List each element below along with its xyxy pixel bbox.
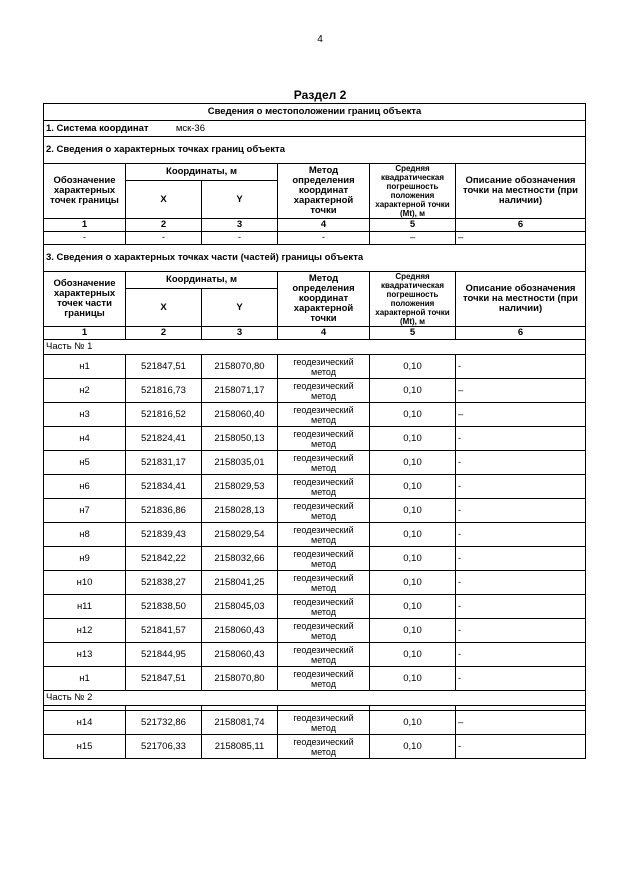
point-name-cell: н1 — [44, 667, 126, 691]
s2-cell: - — [126, 232, 202, 245]
y-coordinate-cell: 2158070,80 — [202, 667, 278, 691]
y-coordinate-cell: 2158060,43 — [202, 619, 278, 643]
method-cell: геодезический метод — [278, 451, 370, 475]
point-row — [44, 711, 586, 735]
mt-cell: 0,10 — [370, 403, 456, 427]
s3-col-number: 6 — [456, 327, 586, 340]
y-coordinate-cell: 2158041,25 — [202, 571, 278, 595]
mt-cell: 0,10 — [370, 427, 456, 451]
mt-cell: 0,10 — [370, 643, 456, 667]
s2-cell: - — [202, 232, 278, 245]
y-coordinate-cell: 2158028,13 — [202, 499, 278, 523]
mt-cell: 0,10 — [370, 667, 456, 691]
point-row — [44, 427, 586, 451]
point-name-cell: н6 — [44, 475, 126, 499]
point-name-cell: н5 — [44, 451, 126, 475]
s3-header-x: X — [126, 289, 202, 327]
method-cell: геодезический метод — [278, 475, 370, 499]
method-cell: геодезический метод — [278, 523, 370, 547]
point-name-cell: н1 — [44, 355, 126, 379]
method-cell: геодезический метод — [278, 427, 370, 451]
mt-cell: 0,10 — [370, 547, 456, 571]
x-coordinate-cell: 521842,22 — [126, 547, 202, 571]
point-name-cell: н14 — [44, 711, 126, 735]
coordinate-system-label: 1. Система координат — [46, 122, 149, 134]
point-row — [44, 595, 586, 619]
y-coordinate-cell: 2158081,74 — [202, 711, 278, 735]
point-row — [44, 619, 586, 643]
x-coordinate-cell: 521836,86 — [126, 499, 202, 523]
point-row — [44, 499, 586, 523]
description-cell: - — [456, 667, 586, 691]
s3-col-number: 2 — [126, 327, 202, 340]
method-cell: геодезический метод — [278, 571, 370, 595]
point-row — [44, 475, 586, 499]
method-cell: геодезический метод — [278, 643, 370, 667]
y-coordinate-cell: 2158050,13 — [202, 427, 278, 451]
point-row — [44, 523, 586, 547]
mt-cell: 0,10 — [370, 499, 456, 523]
s2-col-number: 2 — [126, 219, 202, 232]
s2-cell: - — [44, 232, 126, 245]
s3-header-desc: Описание обозначения точки на местности (при наличии) — [456, 272, 586, 327]
mt-cell: 0,10 — [370, 475, 456, 499]
point-name-cell: н15 — [44, 735, 126, 759]
x-coordinate-cell: 521841,57 — [126, 619, 202, 643]
description-cell: - — [456, 427, 586, 451]
y-coordinate-cell: 2158029,54 — [202, 523, 278, 547]
description-cell: - — [456, 451, 586, 475]
s2-header-method: Метод определения координат характерной точки — [278, 164, 370, 219]
y-coordinate-cell: 2158035,01 — [202, 451, 278, 475]
x-coordinate-cell: 521824,41 — [126, 427, 202, 451]
point-name-cell: н7 — [44, 499, 126, 523]
description-cell: - — [456, 499, 586, 523]
y-coordinate-cell: 2158060,40 — [202, 403, 278, 427]
mt-cell: 0,10 — [370, 451, 456, 475]
section2-title: 2. Сведения о характерных точках границ объекта — [44, 137, 586, 164]
section-title: Раздел 2 — [293, 88, 347, 102]
coordinate-system-value: мск-36 — [175, 122, 205, 134]
description-cell: - — [456, 355, 586, 379]
mt-cell: 0,10 — [370, 571, 456, 595]
x-coordinate-cell: 521816,73 — [126, 379, 202, 403]
point-name-cell: н9 — [44, 547, 126, 571]
s3-header-y: Y — [202, 289, 278, 327]
method-cell: геодезический метод — [278, 355, 370, 379]
s2-number-row — [44, 219, 586, 232]
part2-label: Часть № 2 — [44, 691, 586, 706]
description-cell: - — [456, 595, 586, 619]
x-coordinate-cell: 521844,95 — [126, 643, 202, 667]
description-cell: - — [456, 735, 586, 759]
description-cell: - — [456, 523, 586, 547]
s3-header-point: Обозначение характерных точек части границы — [44, 272, 126, 327]
main-title: Сведения о местоположении границ объекта — [44, 104, 586, 121]
point-row — [44, 379, 586, 403]
method-cell: геодезический метод — [278, 667, 370, 691]
y-coordinate-cell: 2158085,11 — [202, 735, 278, 759]
part1-row — [44, 340, 586, 355]
s3-number-row — [44, 327, 586, 340]
point-name-cell: н11 — [44, 595, 126, 619]
part1-label: Часть № 1 — [44, 340, 586, 355]
mt-cell: 0,10 — [370, 711, 456, 735]
mt-cell: 0,10 — [370, 619, 456, 643]
method-cell: геодезический метод — [278, 619, 370, 643]
description-cell: – — [456, 711, 586, 735]
s2-cell: – — [456, 232, 586, 245]
s2-header-x: X — [126, 181, 202, 219]
s3-col-number: 4 — [278, 327, 370, 340]
y-coordinate-cell: 2158045,03 — [202, 595, 278, 619]
x-coordinate-cell: 521816,52 — [126, 403, 202, 427]
point-name-cell: н12 — [44, 619, 126, 643]
method-cell: геодезический метод — [278, 595, 370, 619]
description-cell: - — [456, 619, 586, 643]
y-coordinate-cell: 2158029,53 — [202, 475, 278, 499]
y-coordinate-cell: 2158071,17 — [202, 379, 278, 403]
s3-header-coords: Координаты, м — [126, 272, 278, 289]
x-coordinate-cell: 521706,33 — [126, 735, 202, 759]
s3-header-method: Метод определения координат характерной точки — [278, 272, 370, 327]
description-cell: - — [456, 643, 586, 667]
x-coordinate-cell: 521732,86 — [126, 711, 202, 735]
mt-cell: 0,10 — [370, 379, 456, 403]
point-row — [44, 547, 586, 571]
s2-col-number: 4 — [278, 219, 370, 232]
x-coordinate-cell: 521838,50 — [126, 595, 202, 619]
description-cell: – — [456, 403, 586, 427]
boundary-table — [43, 103, 586, 759]
point-name-cell: н8 — [44, 523, 126, 547]
s3-col-number: 1 — [44, 327, 126, 340]
s3-header-error: Средняя квадратическая погрешность положения характерной точки (Mt), м — [370, 272, 456, 327]
point-name-cell: н4 — [44, 427, 126, 451]
method-cell: геодезический метод — [278, 499, 370, 523]
section3-title: 3. Сведения о характерных точках части (частей) границы объекта — [44, 245, 586, 272]
x-coordinate-cell: 521831,17 — [126, 451, 202, 475]
page-number: 4 — [317, 34, 323, 45]
point-row — [44, 735, 586, 759]
point-row — [44, 403, 586, 427]
point-row — [44, 355, 586, 379]
s3-col-number: 3 — [202, 327, 278, 340]
point-name-cell: н13 — [44, 643, 126, 667]
mt-cell: 0,10 — [370, 355, 456, 379]
description-cell: - — [456, 547, 586, 571]
s2-header-error: Средняя квадратическая погрешность положения характерной точки (Mt), м — [370, 164, 456, 219]
s3-col-number: 5 — [370, 327, 456, 340]
x-coordinate-cell: 521847,51 — [126, 667, 202, 691]
x-coordinate-cell: 521847,51 — [126, 355, 202, 379]
description-cell: - — [456, 571, 586, 595]
s2-col-number: 1 — [44, 219, 126, 232]
point-row — [44, 667, 586, 691]
point-row — [44, 643, 586, 667]
s2-col-number: 3 — [202, 219, 278, 232]
point-row — [44, 571, 586, 595]
method-cell: геодезический метод — [278, 547, 370, 571]
mt-cell: 0,10 — [370, 595, 456, 619]
method-cell: геодезический метод — [278, 403, 370, 427]
x-coordinate-cell: 521839,43 — [126, 523, 202, 547]
y-coordinate-cell: 2158060,43 — [202, 643, 278, 667]
coordinate-system-row — [44, 121, 586, 137]
s2-col-number: 6 — [456, 219, 586, 232]
method-cell: геодезический метод — [278, 711, 370, 735]
s2-header-y: Y — [202, 181, 278, 219]
s2-header-coords: Координаты, м — [126, 164, 278, 181]
x-coordinate-cell: 521838,27 — [126, 571, 202, 595]
y-coordinate-cell: 2158032,66 — [202, 547, 278, 571]
x-coordinate-cell: 521834,41 — [126, 475, 202, 499]
point-row — [44, 451, 586, 475]
s2-cell: – — [370, 232, 456, 245]
description-cell: - — [456, 475, 586, 499]
y-coordinate-cell: 2158070,80 — [202, 355, 278, 379]
method-cell: геодезический метод — [278, 379, 370, 403]
mt-cell: 0,10 — [370, 735, 456, 759]
part2-row — [44, 691, 586, 706]
mt-cell: 0,10 — [370, 523, 456, 547]
s2-cell: - — [278, 232, 370, 245]
method-cell: геодезический метод — [278, 735, 370, 759]
point-name-cell: н10 — [44, 571, 126, 595]
s2-data-row — [44, 232, 586, 245]
s2-col-number: 5 — [370, 219, 456, 232]
point-name-cell: н3 — [44, 403, 126, 427]
description-cell: – — [456, 379, 586, 403]
s2-header-desc: Описание обозначения точки на местности (при наличии) — [456, 164, 586, 219]
s2-header-point: Обозначение характерных точек границы — [44, 164, 126, 219]
point-name-cell: н2 — [44, 379, 126, 403]
